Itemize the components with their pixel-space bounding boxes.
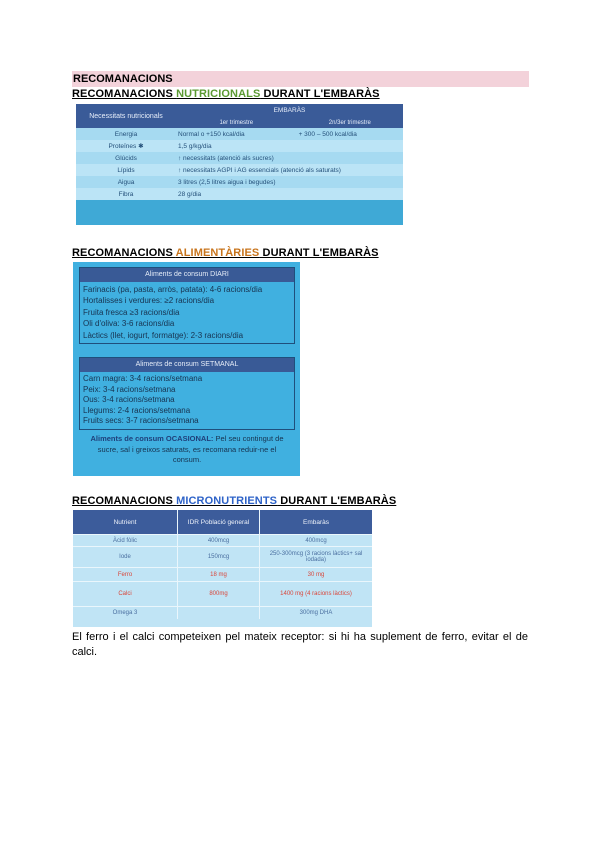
- table-row: [73, 568, 372, 582]
- column-header-pregnancy: Embaràs: [260, 510, 373, 535]
- column-header-nutrient: Nutrient: [73, 510, 178, 535]
- heading-highlight: ALIMENTÀRIES: [175, 247, 260, 259]
- column-header-trimester-2-3: 2n/3er trimestre: [297, 117, 403, 128]
- pregnancy-cell: 1400 mg (4 racions làctics): [260, 582, 373, 607]
- occasional-foods-text: Pel seu contingut de sucre, sal i greixos saturats, es recomana reduir-ne el consum.: [97, 434, 284, 464]
- idr-cell: 400mcg: [178, 535, 260, 547]
- cell-value: Normal o +150 kcal/dia: [176, 128, 297, 140]
- list-item: Ous: 3-4 racions/setmana: [83, 395, 175, 405]
- idr-cell: 150mcg: [178, 547, 260, 568]
- heading-prefix: RECOMANACIONS: [72, 88, 177, 100]
- cell-value: + 300 – 500 kcal/dia: [297, 128, 403, 140]
- table-row: [76, 140, 403, 152]
- nutritional-needs-table-photo: [76, 104, 403, 225]
- table-row: [73, 547, 372, 568]
- list-item: Fruits secs: 3-7 racions/setmana: [83, 416, 199, 426]
- column-header-trimester-1: 1er trimestre: [176, 117, 297, 128]
- column-header-pregnancy: EMBARÀS: [176, 104, 403, 117]
- micronutrients-table: [73, 510, 372, 619]
- table-row: [73, 607, 372, 619]
- row-label: Energia: [76, 128, 176, 140]
- pregnancy-cell: 300mg DHA: [260, 607, 373, 619]
- table-row: [73, 535, 372, 547]
- column-header-idr: IDR Població general: [178, 510, 260, 535]
- list-item: Oli d'oliva: 3-6 racions/dia: [83, 319, 175, 329]
- micronutrients-table-photo: [73, 510, 372, 627]
- cell-value: 1,5 g/kg/dia: [176, 140, 403, 152]
- list-item: Llegums: 2-4 racions/setmana: [83, 405, 191, 415]
- list-item: Fruita fresca ≥3 racions/dia: [83, 307, 180, 317]
- heading-food: [72, 247, 379, 259]
- heading-micronutrients: [72, 495, 396, 507]
- occasional-foods-label: Aliments de consum OCASIONAL:: [90, 434, 214, 443]
- nutrient-cell: Iode: [73, 547, 178, 568]
- daily-foods-box: [79, 267, 295, 344]
- heading-suffix: DURANT L'EMBARÀS: [259, 247, 379, 259]
- daily-foods-list: [80, 282, 294, 343]
- list-item: Carn magra: 3-4 racions/setmana: [83, 374, 203, 383]
- heading-highlight: NUTRICIONALS: [176, 88, 261, 100]
- nutrient-cell: Àcid fòlic: [73, 535, 178, 547]
- weekly-foods-box: [79, 357, 295, 430]
- pregnancy-cell: 400mcg: [260, 535, 373, 547]
- cell-value: ↑ necessitats AGPI i AG essencials (atenció als saturats): [176, 164, 403, 176]
- list-item: Làctics (llet, iogurt, formatge): 2-3 racions/dia: [83, 330, 244, 340]
- table-row: [76, 176, 403, 188]
- list-item: Hortalisses i verdures: ≥2 racions/dia: [83, 296, 215, 306]
- idr-cell: 18 mg: [178, 568, 260, 582]
- list-item: Peix: 3-4 racions/setmana: [83, 384, 176, 394]
- heading-prefix: RECOMANACIONS: [72, 247, 176, 259]
- row-label: Glúcids: [76, 152, 176, 164]
- row-label: Lípids: [76, 164, 176, 176]
- table-row: [76, 128, 403, 140]
- row-label: Proteïnes ✱: [76, 140, 176, 152]
- heading-highlight: MICRONUTRIENTS: [176, 495, 278, 507]
- nutrient-cell: Omega 3: [73, 607, 178, 619]
- nutrient-cell: Ferro: [73, 568, 178, 582]
- table-row: [76, 152, 403, 164]
- weekly-foods-header: Aliments de consum SETMANAL: [80, 358, 294, 372]
- nutrient-cell: Calci: [73, 582, 178, 607]
- row-label: Aigua: [76, 176, 176, 188]
- daily-foods-header: Aliments de consum DIARI: [80, 268, 294, 282]
- heading-prefix: RECOMANACIONS: [72, 495, 177, 507]
- document-title: RECOMANACIONS: [72, 71, 529, 87]
- heading-suffix: DURANT L'EMBARÀS: [260, 88, 380, 100]
- table-row: [76, 188, 403, 200]
- weekly-foods-list: [80, 372, 294, 429]
- row-label: Fibra: [76, 188, 176, 200]
- heading-suffix: DURANT L'EMBARÀS: [277, 495, 397, 507]
- nutritional-needs-table: [76, 104, 403, 200]
- cell-value: 28 g/dia: [176, 188, 403, 200]
- pregnancy-cell: 30 mg: [260, 568, 373, 582]
- list-item: Farinacis (pa, pasta, arròs, patata): 4-6 racions/dia: [83, 285, 263, 294]
- table-row: [76, 164, 403, 176]
- pregnancy-cell: 250-300mcg (3 racions làctics+ sal iodada): [260, 547, 373, 568]
- heading-nutritional: [72, 88, 380, 100]
- cell-value: ↑ necessitats (atenció als sucres): [176, 152, 403, 164]
- food-recommendations-photo: [73, 262, 300, 476]
- idr-cell: 800mg: [178, 582, 260, 607]
- table-row: [73, 582, 372, 607]
- cell-value: 3 litres (2,5 litres aigua i begudes): [176, 176, 403, 188]
- occasional-foods-note: [83, 434, 291, 466]
- column-header-needs: Necessitats nutricionals: [76, 104, 176, 128]
- iron-calcium-note: El ferro i el calci competeixen pel mateix receptor: si hi ha suplement de ferro, evitar el de calci.: [72, 631, 528, 658]
- idr-cell: [178, 607, 260, 619]
